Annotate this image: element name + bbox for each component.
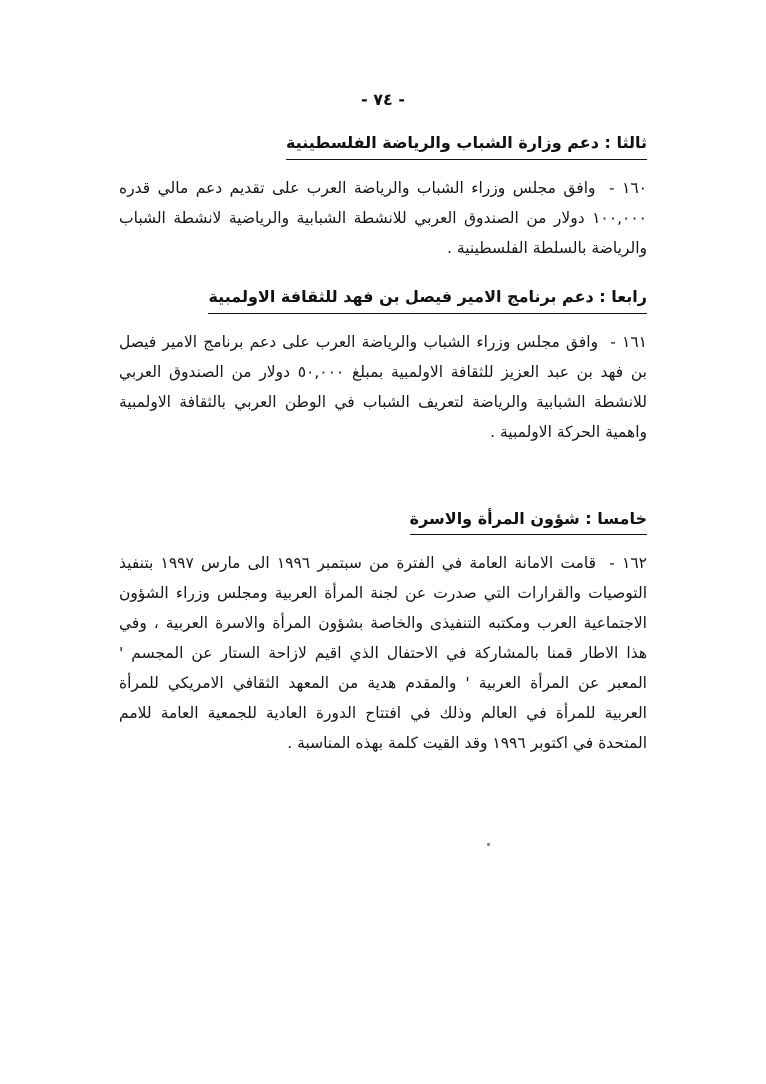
paragraph <box>119 327 647 447</box>
item-number: ١٦٢ - <box>609 554 647 573</box>
section-heading-text: ثالثا : دعم وزارة الشباب والرياضة الفلسطينية <box>286 133 647 160</box>
section-prince-faisal-program <box>119 287 647 447</box>
item-number: ١٦١ - <box>610 332 647 351</box>
section-heading-text: رابعا : دعم برنامج الامير فيصل بن فهد للثقافة الاولمبية <box>208 287 647 314</box>
item-number: ١٦٠ - <box>608 178 647 197</box>
page-number: - ٧٤ - <box>361 90 405 109</box>
section-heading <box>119 287 647 314</box>
paragraph-text: وافق مجلس وزراء الشباب والرياضة العرب على تقديم دعم مالي قدره ١٠٠,٠٠٠ دولار من الصندوق العربي للانشطة الشبابية والرياضية لانشطة الشباب والرياضة بالسلطة الفلسطينية . <box>119 178 647 257</box>
section-heading <box>119 133 647 160</box>
section-heading <box>119 509 647 536</box>
section-palestine-youth-sports <box>119 133 647 263</box>
scan-speck-artifact <box>487 843 490 846</box>
section-women-family-affairs <box>119 509 647 759</box>
paragraph-text: وافق مجلس وزراء الشباب والرياضة العرب على دعم برنامج الامير فيصل بن فهد بن عبد العزيز للثقافة الاولمبية بمبلغ ٥٠,٠٠٠ دولار من الصندوق العربي للانشطة الشبابية والرياضة لتعريف الشباب في الوطن العربي بالثقافة الاولمبية واهمية الحركة الاولمبية . <box>119 332 647 441</box>
section-heading-text: خامسا : شؤون المرأة والاسرة <box>410 509 647 536</box>
paragraph-text: قامت الامانة العامة في الفترة من سبتمبر ١٩٩٦ الى مارس ١٩٩٧ بتنفيذ التوصيات والقرارات التي صدرت عن لجنة المرأة العربية ومجلس وزراء الشؤون الاجتماعية العرب ومكتبه التنفيذى والخاصة بشؤون المرأة والاسرة العربية ، وفي هذا الاطار قمنا بالمشاركة في الاحتفال الذي اقيم لازاحة الستار عن المجسم ' المعبر عن المرأة العربية ' والمقدم هدية من المعهد الثقافي الامريكي للمرأة العربية للمرأة في العالم وذلك في افتتاح الدورة العادية للجمعية العامة للامم المتحدة في اكتوبر ١٩٩٦ وقد القيت كلمة بهذه المناسبة . <box>119 554 647 753</box>
paragraph <box>119 548 647 758</box>
document-content <box>119 133 647 758</box>
paragraph <box>119 173 647 263</box>
